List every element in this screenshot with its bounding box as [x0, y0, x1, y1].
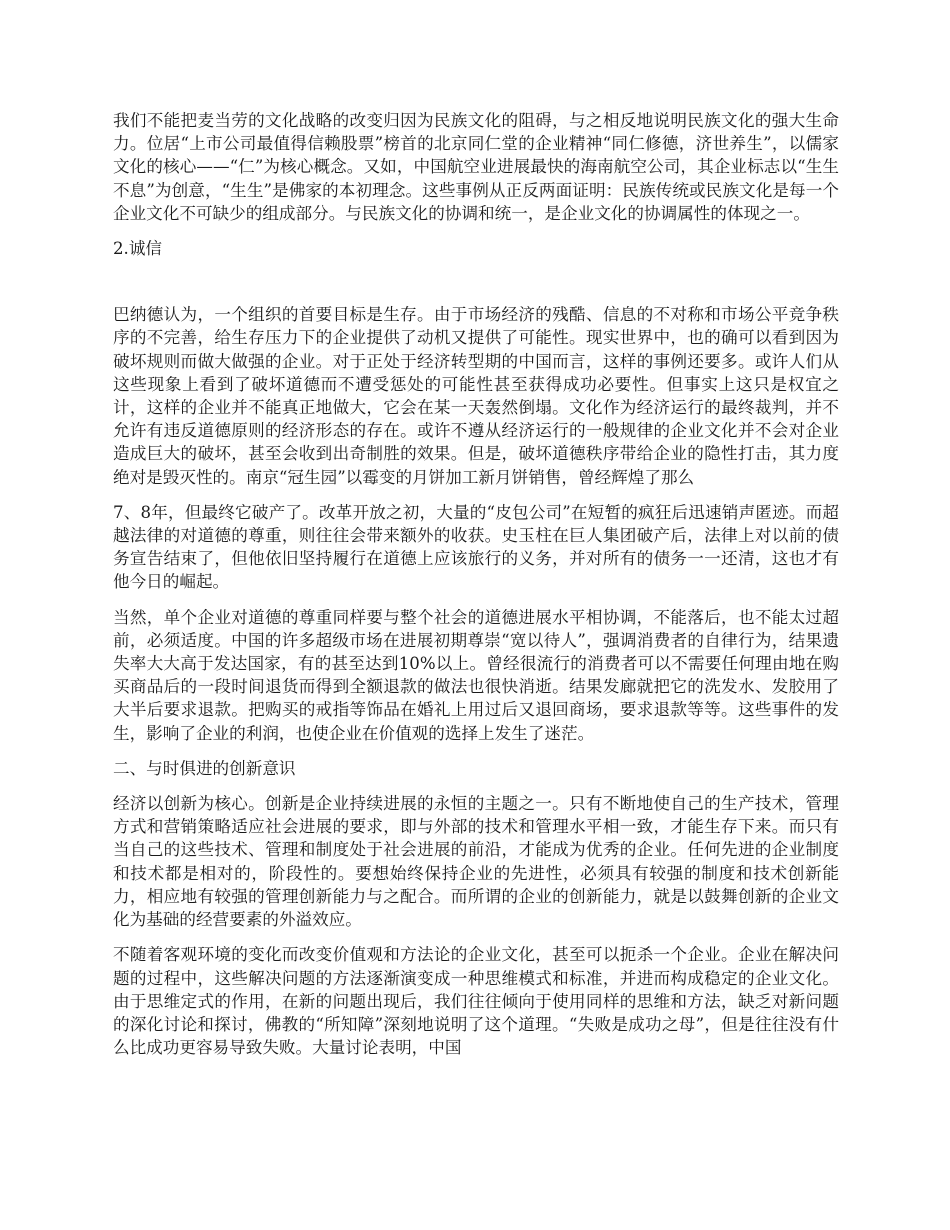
paragraph-innovation-core: 经济以创新为核心。创新是企业持续进展的永恒的主题之一。只有不断地使自己的生产技术，管理方式和营销策略适应社会进展的要求，即与外部的技术和管理水平相一致，才能生存下来。而只有当自己的这些技术、管理和制度处于社会进展的前沿，才能成为优秀的企业。任何先进的企业制度和技术都是相对的，阶段性的。要想始终保持企业的先进性，必须具有较强的制度和技术创新能力，相应地有较强的管理创新能力与之配合。而所谓的企业的创新能力，就是以鼓舞创新的企业文化为基础的经营要素的外溢效应。 [113, 794, 839, 930]
section-heading-innovation: 二、与时俱进的创新意识 [113, 758, 296, 778]
paragraph-bankruptcy-examples: 7、8年，但最终它破产了。改革开放之初，大量的“皮包公司”在短暂的疯狂后迅速销声匿迹。而超越法律的对道德的尊重，则往往会带来额外的收获。史玉柱在巨人集团破产后，法律上对以前的债务宣告结束了，但他依旧坚持履行在道德上应该旅行的义务，并对所有的债务一一还清，这也才有他今日的崛起。 [113, 502, 839, 592]
paragraph-barnard-survival: 巴纳德认为，一个组织的首要目标是生存。由于市场经济的残酷、信息的不对称和市场公平竞争秩序的不完善，给生存压力下的企业提供了动机又提供了可能性。现实世界中，也的确可以看到因为破坏规则而做大做强的企业。对于正处于经济转型期的中国而言，这样的事例还要多。或许人们从这些现象上看到了破坏道德而不遭受惩处的可能性甚至获得成功必要性。但事实上这只是权宜之计，这样的企业并不能真正地做大，它会在某一天轰然倒塌。文化作为经济运行的最终裁判，并不允许有违反道德原则的经济形态的存在。或许不遵从经济运行的一般规律的企业文化并不会对企业造成巨大的破坏，甚至会收到出奇制胜的效果。但是，破坏道德秩序带给企业的隐性打击，其力度绝对是毁灭性的。南京“冠生园”以霉变的月饼加工新月饼销售，曾经辉煌了那么 [113, 305, 839, 487]
paragraph-national-culture: 我们不能把麦当劳的文化战略的改变归因为民族文化的阻碍，与之相反地说明民族文化的强大生命力。位居“上市公司最值得信赖股票”榜首的北京同仁堂的企业精神“同仁修德，济世养生”，以儒家文化的核心——“仁”为核心概念。又如，中国航空业进展最快的海南航空公司，其企业标志以“生生不息”为创意，“生生”是佛家的本初理念。这些事例从正反两面证明：民族传统或民族文化是每一个企业文化不可缺少的组成部分。与民族文化的协调和统一，是企业文化的协调属性的体现之一。 [113, 111, 839, 223]
section-heading-integrity: 2.诚信 [113, 239, 163, 259]
paragraph-changing-values: 不随着客观环境的变化而改变价值观和方法论的企业文化，甚至可以扼杀一个企业。企业在解决问题的过程中，这些解决问题的方法逐渐演变成一种思维模式和标准，并进而构成稳定的企业文化。由于思维定式的作用，在新的问题出现后，我们往往倾向于使用同样的思维和方法，缺乏对新问题的深化讨论和探讨，佛教的“所知障”深刻地说明了这个道理。“失败是成功之母”，但是往往没有什么比成功更容易导致失败。大量讨论表明，中国 [113, 945, 839, 1058]
paragraph-moral-balance: 当然，单个企业对道德的尊重同样要与整个社会的道德进展水平相协调，不能落后，也不能太过超前，必须适度。中国的许多超级市场在进展初期尊崇“宽以待人”，强调消费者的自律行为，结果遗失率大大高于发达国家，有的甚至达到10%以上。曾经很流行的消费者可以不需要任何理由地在购买商品后的一段时间退货而得到全额退款的做法也很快消逝。结果发廊就把它的洗发水、发胶用了大半后要求退款。把购买的戒指等饰品在婚礼上用过后又退回商场，要求退款等等。这些事件的发生，影响了企业的利润，也使企业在价值观的选择上发生了迷茫。 [113, 607, 839, 743]
document-body [113, 109, 839, 1071]
